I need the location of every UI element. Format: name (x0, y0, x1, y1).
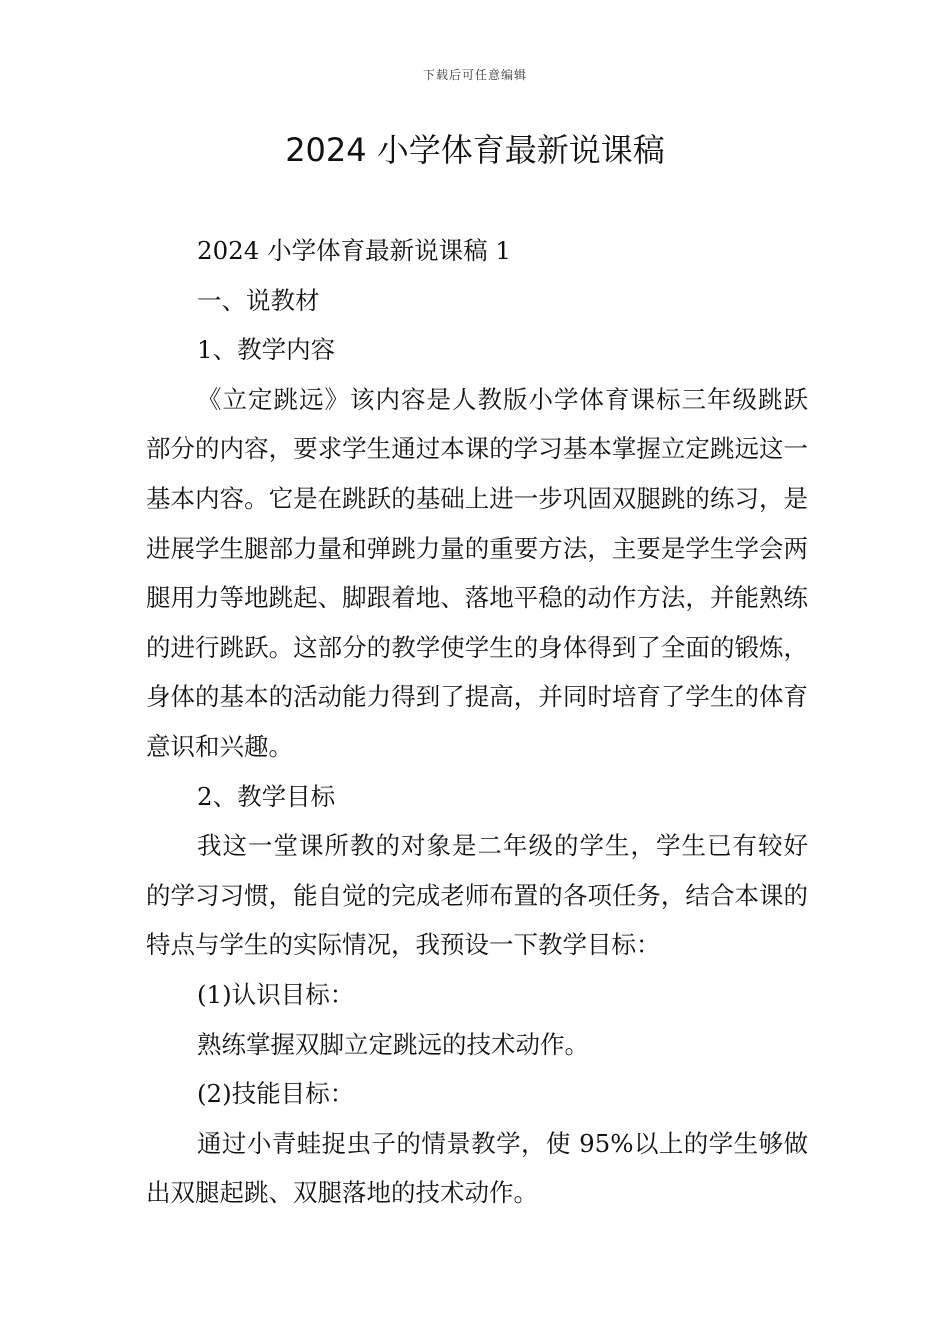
heading-skill-goal: (2)技能目标： (197, 1079, 355, 1109)
heading-teaching-content: 1、教学内容 (197, 335, 336, 365)
paragraph-teaching-content: 《立定跳远》该内容是人教版小学体育课标三年级跳跃部分的内容，要求学生通过本课的学习基本掌握立定跳远这一基本内容。它是在跳跃的基础上进一步巩固双腿跳的练习，是进展学生腿部力量和弹跳力量的重要方法，主要是学生学会两腿用力等地跳起、脚跟着地、落地平稳的动作方法，并能熟练的进行跳跃。这部分的教学使学生的身体得到了全面的锻炼，身体的基本的活动能力得到了提高，并同时培育了学生的体育意识和兴趣。 (146, 384, 808, 761)
paragraph-skill-goal: 通过小青蛙捉虫子的情景教学，使 95%以上的学生够做出双腿起跳、双腿落地的技术动作。 (146, 1128, 808, 1208)
document-title: 2024 小学体育最新说课稿 (285, 131, 665, 169)
heading-teaching-goals: 2、教学目标 (197, 781, 336, 811)
header-note: 下载后可任意编辑 (422, 68, 527, 82)
heading-teaching-material: 一、说教材 (197, 285, 320, 315)
paragraph-teaching-goals: 我这一堂课所教的对象是二年级的学生，学生已有较好的学习习惯，能自觉的完成老师布置的各项任务，结合本课的特点与学生的实际情况，我预设一下教学目标： (146, 831, 808, 960)
document-body (146, 226, 808, 1218)
heading-cognitive-goal: (1)认识目标： (197, 979, 355, 1009)
paragraph-cognitive-goal: 熟练掌握双脚立定跳远的技术动作。 (197, 1029, 589, 1059)
section-subtitle: 2024 小学体育最新说课稿 1 (197, 236, 512, 265)
